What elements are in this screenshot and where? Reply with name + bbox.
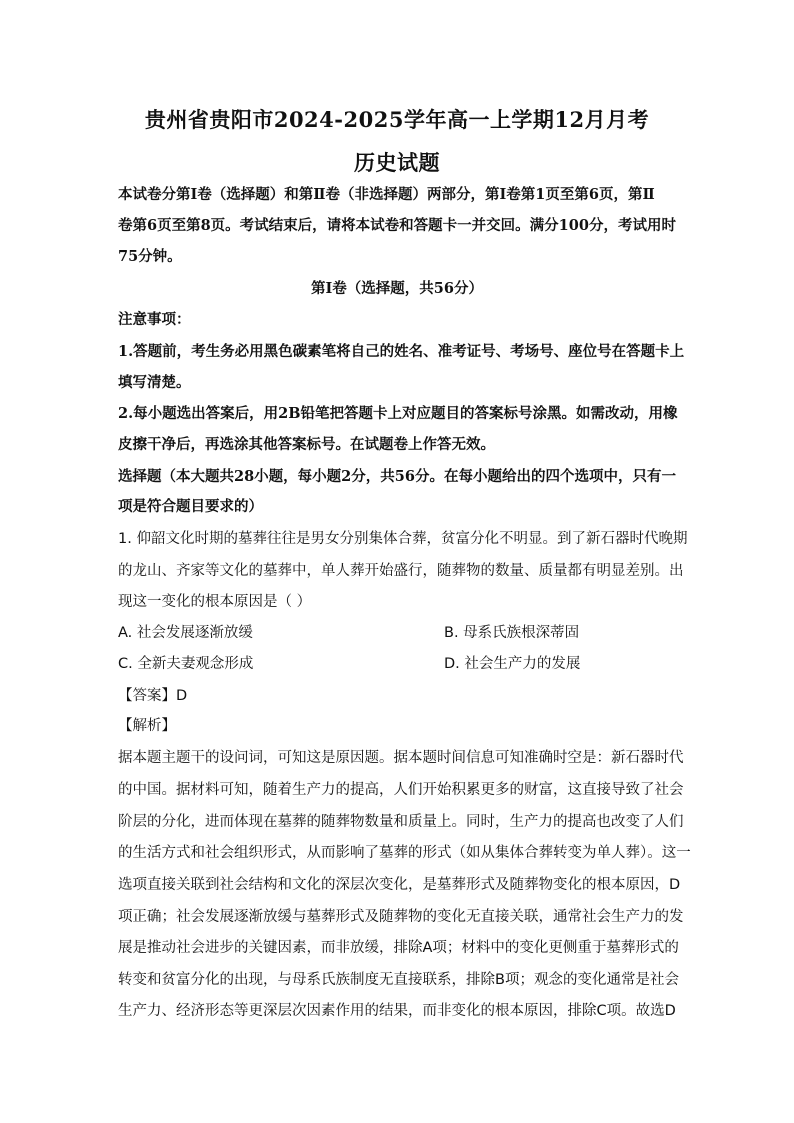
question-stem: 现这一变化的根本原因是（ ）	[118, 594, 312, 610]
intro-line: 本试卷分第Ⅰ卷（选择题）和第Ⅱ卷（非选择题）两部分，第Ⅰ卷第1页至第6页，第Ⅱ	[118, 186, 655, 203]
analysis-line: 阶层的分化，进而体现在墓葬的随葬物数量和质量上。同时，生产力的提高也改变了人们	[118, 814, 684, 830]
analysis-line: 转变和贫富分化的出现，与母系氏族制度无直接联系，排除B项；观念的变化通常是社会	[118, 972, 679, 988]
option-d: D. 社会生产力的发展	[444, 656, 581, 672]
note-line: 2.每小题选出答案后，用2B铅笔把答题卡上对应题目的答案标号涂黑。如需改动，用橡	[118, 405, 678, 422]
intro-line: 75分钟。	[118, 248, 182, 265]
note-line: 填写清楚。	[118, 374, 191, 391]
notes-heading: 注意事项：	[118, 311, 191, 328]
option-a: A. 社会发展逐渐放缓	[118, 625, 253, 641]
note-line: 1.答题前，考生务必用黑色碳素笔将自己的姓名、准考证号、考场号、座位号在答题卡上	[118, 343, 685, 360]
question-stem: 的龙山、齐家等文化的墓葬中，单人葬开始盛行，随葬物的数量、质量都有明显差别。出	[118, 563, 684, 579]
choice-header: 项是符合题目要求的）	[118, 498, 263, 515]
choice-header: 选择题（本大题共28小题，每小题2分，共56分。在每小题给出的四个选项中，只有一	[118, 468, 676, 485]
answer-line: 【答案】D	[118, 688, 188, 704]
exam-title: 贵州省贵阳市2024-2025学年高一上学期12月月考	[144, 107, 650, 132]
analysis-line: 选项直接关联到社会结构和文化的深层次变化，是墓葬形式及随葬物变化的根本原因，D	[118, 877, 681, 893]
analysis-line: 据本题主题干的设问词，可知这是原因题。据本题时间信息可知准确时空是：新石器时代	[118, 750, 684, 766]
analysis-line: 的中国。据材料可知，随着生产力的提高，人们开始积累更多的财富，这直接导致了社会	[118, 782, 684, 798]
option-c: C. 全新夫妻观念形成	[118, 656, 254, 672]
analysis-line: 生产力、经济形态等更深层次因素作用的结果，而非变化的根本原因，排除C项。故选D	[118, 1003, 676, 1019]
analysis-line: 项正确；社会发展逐渐放缓与墓葬形式及随葬物的变化无直接关联，通常社会生产力的发	[118, 909, 684, 925]
analysis-label: 【解析】	[118, 718, 176, 734]
exam-subtitle: 历史试题	[354, 150, 440, 175]
section-title: 第Ⅰ卷（选择题，共56分）	[311, 280, 483, 297]
analysis-line: 的生活方式和社会组织形式，从而影响了墓葬的形式（如从集体合葬转变为单人葬）。这一	[118, 845, 691, 861]
question-stem: 1. 仰韶文化时期的墓葬往往是男女分别集体合葬，贫富分化不明显。到了新石器时代晚期	[118, 531, 688, 547]
option-b: B. 母系氏族根深蒂固	[444, 625, 580, 641]
intro-line: 卷第6页至第8页。考试结束后，请将本试卷和答题卡一并交回。满分100分，考试用时	[118, 217, 676, 234]
analysis-line: 展是推动社会进步的关键因素，而非放缓，排除A项；材料中的变化更侧重于墓葬形式的	[118, 940, 679, 956]
note-line: 皮擦干净后，再选涂其他答案标号。在试题卷上作答无效。	[118, 436, 495, 453]
